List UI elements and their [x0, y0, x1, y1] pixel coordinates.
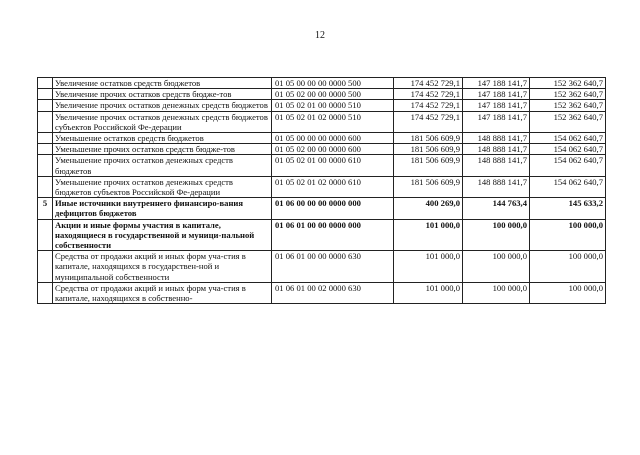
row-value-year2-cell: 148 888 141,7: [463, 133, 530, 144]
row-code-cell: 01 05 00 00 00 0000 600: [272, 133, 394, 144]
row-code-cell: 01 06 01 00 00 0000 000: [272, 219, 394, 251]
row-value-year1-cell: 174 452 729,1: [394, 111, 463, 132]
row-name-cell: Уменьшение прочих остатков денежных средств бюджетов субъектов Российской Фе-дерации: [53, 176, 272, 197]
row-value-year1-cell: 174 452 729,1: [394, 89, 463, 100]
row-code-cell: 01 05 02 01 02 0000 610: [272, 176, 394, 197]
table-row: [38, 144, 606, 155]
row-value-year1-cell: 400 269,0: [394, 198, 463, 219]
row-value-year1-cell: 174 452 729,1: [394, 78, 463, 89]
row-number-cell: [38, 111, 53, 132]
row-code-cell: 01 05 02 00 00 0000 600: [272, 144, 394, 155]
table-row: [38, 78, 606, 89]
row-code-cell: 01 05 02 00 00 0000 500: [272, 89, 394, 100]
row-value-year3-cell: 152 362 640,7: [530, 100, 606, 111]
row-name-cell: Уменьшение прочих остатков денежных средств бюджетов: [53, 155, 272, 176]
table-row: [38, 133, 606, 144]
row-number-cell: [38, 133, 53, 144]
row-number-cell: [38, 176, 53, 197]
row-value-year2-cell: 100 000,0: [463, 251, 530, 283]
row-value-year1-cell: 181 506 609,9: [394, 176, 463, 197]
row-value-year2-cell: 100 000,0: [463, 219, 530, 251]
row-code-cell: 01 05 00 00 00 0000 500: [272, 78, 394, 89]
row-code-cell: 01 06 00 00 00 0000 000: [272, 198, 394, 219]
row-name-cell: Средства от продажи акций и иных форм уча-стия в капитале, находящихся в государствен-ной и муниципальной собственности: [53, 251, 272, 283]
table-row: [38, 111, 606, 132]
row-code-cell: 01 05 02 01 00 0000 510: [272, 100, 394, 111]
page-number: 12: [315, 30, 325, 41]
row-value-year2-cell: 144 763,4: [463, 198, 530, 219]
row-value-year2-cell: 147 188 141,7: [463, 100, 530, 111]
row-value-year1-cell: 181 506 609,9: [394, 133, 463, 144]
row-value-year3-cell: 100 000,0: [530, 219, 606, 251]
table-row: [38, 251, 606, 283]
row-value-year3-cell: 154 062 640,7: [530, 144, 606, 155]
row-value-year2-cell: 147 188 141,7: [463, 111, 530, 132]
row-value-year1-cell: 101 000,0: [394, 251, 463, 283]
row-name-cell: Иные источники внутреннего финансиро-вания дефицитов бюджетов: [53, 198, 272, 219]
row-value-year1-cell: 174 452 729,1: [394, 100, 463, 111]
row-value-year3-cell: 100 000,0: [530, 251, 606, 283]
row-number-cell: [38, 144, 53, 155]
row-value-year3-cell: 152 362 640,7: [530, 89, 606, 100]
row-number-cell: [38, 78, 53, 89]
table-row: [38, 282, 606, 303]
table-row: [38, 176, 606, 197]
row-number-cell: [38, 219, 53, 251]
row-value-year1-cell: 101 000,0: [394, 219, 463, 251]
table-row: [38, 155, 606, 176]
row-number-cell: 5: [38, 198, 53, 219]
row-value-year3-cell: 152 362 640,7: [530, 111, 606, 132]
row-value-year2-cell: 148 888 141,7: [463, 144, 530, 155]
row-value-year2-cell: 148 888 141,7: [463, 155, 530, 176]
budget-sources-table: [37, 77, 606, 304]
row-name-cell: Средства от продажи акций и иных форм уча-стия в капитале, находящихся в собственно-: [53, 282, 272, 303]
row-value-year1-cell: 181 506 609,9: [394, 155, 463, 176]
row-name-cell: Увеличение прочих остатков денежных средств бюджетов: [53, 100, 272, 111]
table-body: [38, 78, 606, 304]
row-number-cell: [38, 89, 53, 100]
row-number-cell: [38, 155, 53, 176]
row-value-year2-cell: 147 188 141,7: [463, 78, 530, 89]
row-name-cell: Уменьшение остатков средств бюджетов: [53, 133, 272, 144]
row-name-cell: Акции и иные формы участия в капитале, находящиеся в государственной и муници-пальной собственности: [53, 219, 272, 251]
row-code-cell: 01 06 01 00 00 0000 630: [272, 251, 394, 283]
row-name-cell: Увеличение прочих остатков денежных средств бюджетов субъектов Российской Фе-дерации: [53, 111, 272, 132]
row-code-cell: 01 06 01 00 02 0000 630: [272, 282, 394, 303]
row-value-year2-cell: 148 888 141,7: [463, 176, 530, 197]
row-value-year3-cell: 154 062 640,7: [530, 176, 606, 197]
row-value-year3-cell: 145 633,2: [530, 198, 606, 219]
row-number-cell: [38, 282, 53, 303]
table-row: [38, 100, 606, 111]
row-code-cell: 01 05 02 01 00 0000 610: [272, 155, 394, 176]
row-code-cell: 01 05 02 01 02 0000 510: [272, 111, 394, 132]
row-value-year1-cell: 181 506 609,9: [394, 144, 463, 155]
row-value-year2-cell: 147 188 141,7: [463, 89, 530, 100]
row-name-cell: Уменьшение прочих остатков средств бюдже-тов: [53, 144, 272, 155]
row-number-cell: [38, 251, 53, 283]
row-name-cell: Увеличение прочих остатков средств бюдже-тов: [53, 89, 272, 100]
row-number-cell: [38, 100, 53, 111]
row-value-year3-cell: 100 000,0: [530, 282, 606, 303]
row-value-year3-cell: 152 362 640,7: [530, 78, 606, 89]
row-value-year2-cell: 100 000,0: [463, 282, 530, 303]
table-row: [38, 198, 606, 219]
row-value-year1-cell: 101 000,0: [394, 282, 463, 303]
row-value-year3-cell: 154 062 640,7: [530, 155, 606, 176]
row-name-cell: Увеличение остатков средств бюджетов: [53, 78, 272, 89]
table-row: [38, 219, 606, 251]
table-row: [38, 89, 606, 100]
row-value-year3-cell: 154 062 640,7: [530, 133, 606, 144]
